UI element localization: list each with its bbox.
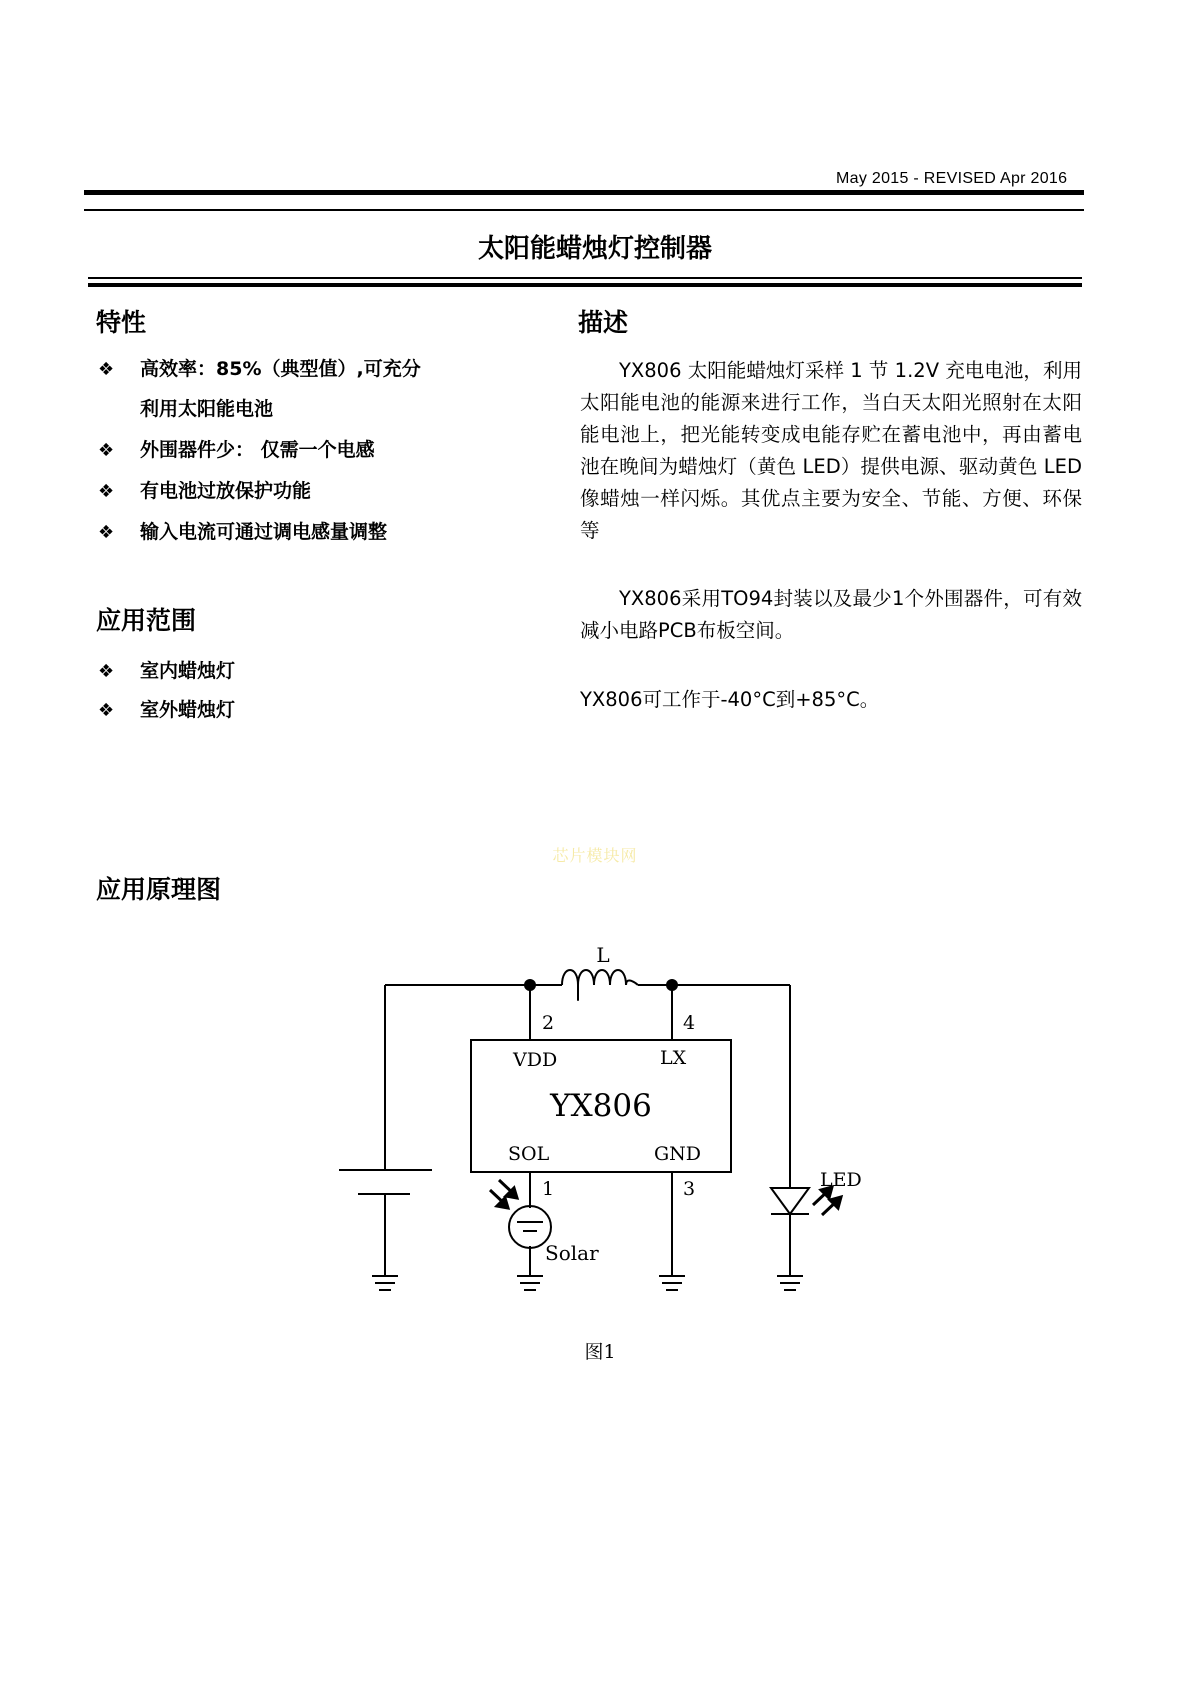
junction-dot <box>524 979 536 991</box>
junction-dot <box>666 979 678 991</box>
diamond-bullet-icon: ❖ <box>98 700 115 721</box>
applications-heading: 应用范围 <box>96 606 197 635</box>
diamond-bullet-icon: ❖ <box>98 661 115 682</box>
feature-item: ❖ 输入电流可通过调电感量调整 <box>98 521 388 543</box>
inductor-label: L <box>596 943 610 967</box>
chip-name: YX806 <box>550 1088 652 1124</box>
light-arrows-icon <box>813 1187 841 1215</box>
application-item: ❖ 室内蜡烛灯 <box>98 660 236 682</box>
application-item: ❖ 室外蜡烛灯 <box>98 699 236 721</box>
pin-number: 3 <box>683 1178 696 1200</box>
ground-icon <box>777 1276 803 1290</box>
pin-number: 1 <box>542 1178 555 1200</box>
feature-item: ❖ 高效率：85%（典型值）,可充分 <box>98 358 421 380</box>
light-arrows-icon <box>490 1180 517 1208</box>
description-paragraph: YX806采用TO94封装以及最少1个外围器件，可有效减小电路PCB布板空间。 <box>580 587 1082 642</box>
pin-label: SOL <box>508 1143 550 1165</box>
feature-item: ❖ 外围器件少： 仅需一个电感 <box>98 439 375 461</box>
description-heading: 描述 <box>578 308 629 337</box>
ground-icon <box>659 1276 685 1290</box>
solar-label: Solar <box>545 1241 599 1265</box>
document-title: 太阳能蜡烛灯控制器 <box>477 234 712 264</box>
pin-label: LX <box>660 1047 687 1069</box>
diamond-bullet-icon: ❖ <box>98 359 115 380</box>
ground-icon <box>372 1276 398 1290</box>
description-paragraph: YX806 太阳能蜡烛灯采样 1 节 1.2V 充电电池，利用太阳能电池的能源来进行工作，当白天太阳光照射在太阳能电池上，把光能转变成电能存贮在蓄电池中，再由蓄电池在晚间为蜡烛灯（黄色 LED）提供电源、驱动黄色 LED 像蜡烛一样闪烁。其优点主要为安全、节能、方便、环保等 <box>580 359 1082 542</box>
battery-icon <box>339 1170 432 1276</box>
features-heading: 特性 <box>96 308 147 337</box>
feature-item: ❖ 有电池过放保护功能 <box>98 480 312 502</box>
diamond-bullet-icon: ❖ <box>98 522 115 543</box>
pin-label: VDD <box>513 1049 558 1071</box>
pin-number: 4 <box>683 1012 696 1034</box>
revision-date: May 2015 - REVISED Apr 2016 <box>836 170 1068 187</box>
ground-icon <box>517 1276 543 1290</box>
led-label: LED <box>820 1169 862 1191</box>
led-icon <box>771 1188 809 1276</box>
schematic-heading: 应用原理图 <box>96 875 222 904</box>
pin-label: GND <box>654 1143 702 1165</box>
description-paragraph: YX806可工作于-40°C到+85°C。 <box>580 688 880 711</box>
inductor-icon <box>562 970 638 1000</box>
figure-caption: 图1 <box>584 1341 616 1363</box>
pin-number: 2 <box>542 1012 555 1034</box>
feature-item-continuation: 利用太阳能电池 <box>140 398 274 420</box>
watermark: 芯片模块网 <box>552 846 638 865</box>
diamond-bullet-icon: ❖ <box>98 440 115 461</box>
diamond-bullet-icon: ❖ <box>98 481 115 502</box>
